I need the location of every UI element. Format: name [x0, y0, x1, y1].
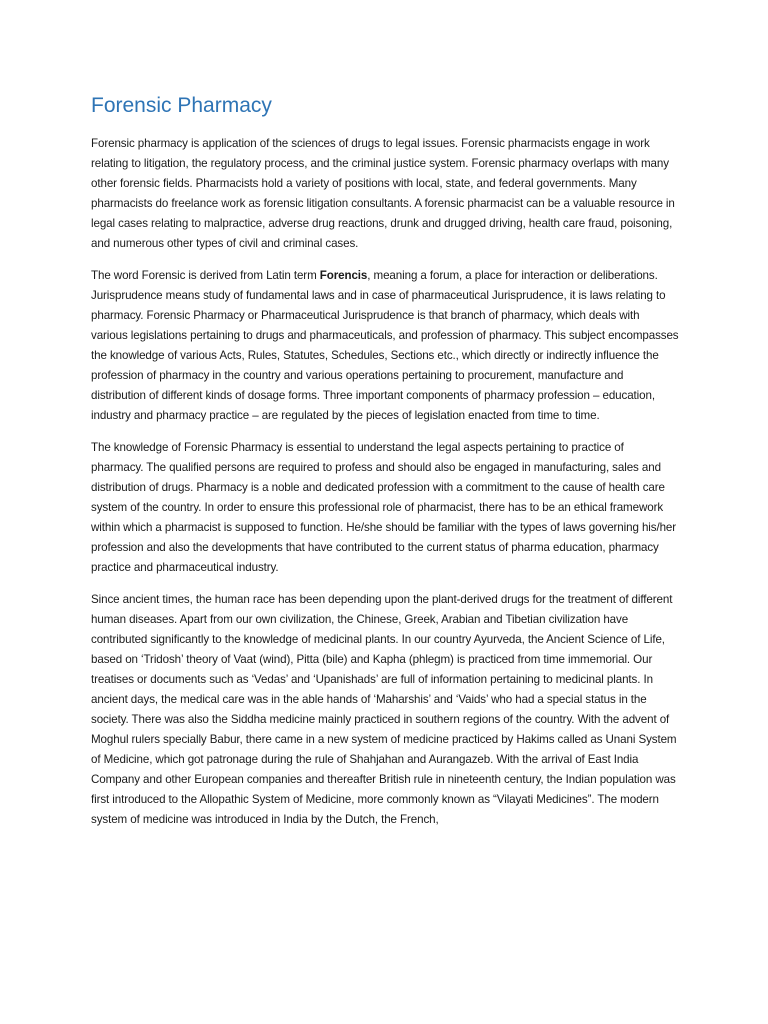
paragraph-2-text-before: The word Forensic is derived from Latin term: [91, 269, 320, 282]
paragraph-2-text-after: , meaning a forum, a place for interaction or deliberations. Jurisprudence means study of fundamental laws and in case of pharmaceutical Jurisprudence, it is laws relating to pharmacy. Forensic Pharmacy or Pharmaceutical Jurisprudence is that branch of pharmacy, which deals with various legislations pertaining to drugs and pharmaceuticals, and profession of pharmacy. This subject encompasses the knowledge of various Acts, Rules, Statutes, Schedules, Sections etc., which directly or indirectly influence the profession of pharmacy in the country and various operations pertaining to procurement, manufacture and distribution of different kinds of dosage forms. Three important components of pharmacy profession – education, industry and pharmacy practice – are regulated by the pieces of legislation enacted from time to time.: [91, 269, 679, 422]
paragraph-2-bold-term: Forencis: [319, 269, 368, 282]
document-body: [91, 92, 679, 842]
paragraph-4: Since ancient times, the human race has been depending upon the plant-derived drugs for the treatment of different human diseases. Apart from our own civilization, the Chinese, Greek, Arabian and Tibetian civilization have contributed significantly to the knowledge of medicinal plants. In our country Ayurveda, the Ancient Science of Life, based on ‘Tridosh’ theory of Vaat (wind), Pitta (bile) and Kapha (phlegm) is practiced from time immemorial. Our treatises or documents such as ‘Vedas’ and ‘Upanishads’ are full of information pertaining to medicinal plants. In ancient days, the medical care was in the able hands of ‘Maharshis’ and ‘Vaids’ who had a special status in the society. There was also the Siddha medicine mainly practiced in southern regions of the country. With the advent of Moghul rulers specially Babur, there came in a new system of medicine practiced by Hakims called as Unani System of Medicine, which got patronage during the rule of Shahjahan and Aurangazeb. With the arrival of East India Company and other European companies and thereafter British rule in nineteenth century, the Indian population was first introduced to the Allopathic System of Medicine, more commonly known as “Vilayati Medicines”. The modern system of medicine was introduced in India by the Dutch, the French,: [91, 593, 677, 826]
document-title: Forensic Pharmacy: [91, 94, 272, 117]
paragraph-3: The knowledge of Forensic Pharmacy is essential to understand the legal aspects pertaining to practice of pharmacy. The qualified persons are required to profess and should also be engaged in manufacturing, sales and distribution of drugs. Pharmacy is a noble and dedicated profession with a commitment to the cause of health care system of the country. In order to ensure this professional role of pharmacist, there has to be an ethical framework within which a pharmacist is supposed to function. He/she should be familiar with the types of laws governing his/her profession and also the developments that have contributed to the current status of pharma education, pharmacy practice and pharmaceutical industry.: [91, 441, 677, 574]
paragraph-1: Forensic pharmacy is application of the sciences of drugs to legal issues. Forensic pharmacists engage in work relating to litigation, the regulatory process, and the criminal justice system. Forensic pharmacy overlaps with many other forensic fields. Pharmacists hold a variety of positions with local, state, and federal governments. Many pharmacists do freelance work as forensic litigation consultants. A forensic pharmacist can be a valuable resource in legal cases relating to malpractice, adverse drug reactions, drunk and drugged driving, health care fraud, poisoning, and numerous other types of civil and criminal cases.: [91, 137, 675, 250]
paragraph-2: [91, 266, 679, 426]
